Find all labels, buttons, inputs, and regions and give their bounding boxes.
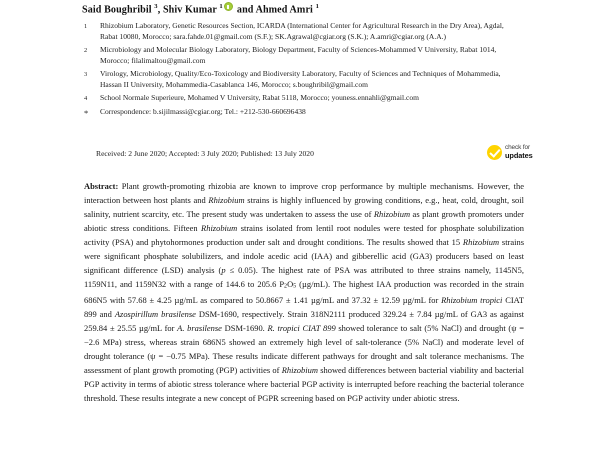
affiliation-marker: 4 bbox=[84, 94, 88, 102]
author-affiliation-marker-2: 1 bbox=[219, 3, 223, 10]
abstract-italic-3: Rhizobium bbox=[201, 222, 238, 233]
correspondence-item bbox=[84, 106, 520, 118]
author-affiliation-marker-3: 1 bbox=[315, 3, 319, 10]
correspondence-marker: * bbox=[84, 107, 89, 118]
abstract-text-5: strains were significant phosphate solubilizers, and indole acedic acid (IAA) and gibberellic acid (GA3) producers based on least significant difference (LSD) analysis ( bbox=[84, 236, 525, 275]
abstract-italic-4: Rhizobium bbox=[462, 236, 500, 247]
abstract-text-7: O bbox=[287, 278, 294, 289]
abstract-italic-10: Rhizobium bbox=[281, 365, 318, 376]
affiliation-text: Virology, Microbiology, Quality/Eco-Toxicology and Biodiversity Laboratory, Faculty of Sciences and Techniques of Mohammedia, Hassan II University, Mohammedia-Casablanca 146, Morocco; s.boughribil@gmail.com bbox=[100, 69, 501, 90]
abstract-subscript-1: 2 bbox=[284, 283, 288, 290]
abstract-text-13: showed differences between bacterial viability and bacterial PGP activity in terms of abiotic stress tolerance where bacterial PGP activity is interrupted before reaching the bacterial tolerance threshold. These results integrate a new concept of PGPR screening based on PGP activity under abiotic stress. bbox=[84, 365, 524, 404]
abstract-section bbox=[84, 180, 524, 406]
abstract-italic-1: Rhizobium bbox=[208, 194, 245, 205]
author-separator-2: and Ahmed Amri bbox=[234, 4, 316, 16]
author-separator-1: , Shiv Kumar bbox=[157, 4, 220, 16]
abstract-text-2: strains is highly influenced by growing conditions, e.g., heat, cold, drought, soil salinity, nutrient scarcity, etc. The present study was undertaken to assess the use of bbox=[84, 194, 524, 219]
affiliation-list bbox=[84, 20, 520, 120]
correspondence-text: Correspondence: b.sijilmassi@cgiar.org; Tel.: +212-530-660696438 bbox=[100, 106, 306, 116]
affiliation-text: Rhizobium Laboratory, Genetic Resources Section, ICARDA (International Center for Agricultural Research in the Dry Area), Agdal, Rabat 10080, Morocco; sara.fahde.01@gmail.com (S.F.); SK.Agrawal@cgiar.org (S.K.); A.amri@cgiar.org (A.A.) bbox=[100, 21, 504, 41]
abstract-italic-9: R. tropici CIAT 899 bbox=[267, 323, 336, 334]
abstract-text-11: DSM-1690. bbox=[221, 323, 268, 334]
abstract-text-4: strains isolated from lentil root nodules were tested for phosphate solubilization activity (PSA) and phytohormones production under salt and drought conditions. The results showed that 15 bbox=[84, 222, 524, 247]
abstract-subscript-2: 5 bbox=[293, 283, 297, 290]
affiliation-item bbox=[84, 92, 520, 104]
check-for-updates-badge[interactable] bbox=[487, 142, 557, 172]
affiliation-item bbox=[84, 44, 520, 66]
crossmark-label bbox=[505, 144, 533, 161]
author-affiliation-marker-1: 3 bbox=[154, 3, 158, 10]
affiliation-item bbox=[84, 20, 520, 42]
affiliation-marker: 1 bbox=[84, 22, 88, 30]
crossmark-line-1: check for bbox=[505, 144, 531, 151]
crossmark-line-2: updates bbox=[505, 151, 533, 161]
crossmark-check-icon bbox=[487, 145, 502, 160]
affiliation-marker: 2 bbox=[84, 46, 88, 54]
affiliation-text: School Normale Superieure, Mohamed V University, Rabat 5118, Morocco; youness.ennahli@gmail.com bbox=[100, 93, 419, 103]
publication-dates: Received: 2 June 2020; Accepted: 3 July 2020; Published: 13 July 2020 bbox=[96, 149, 314, 158]
abstract-text-8: (µg/mL). The highest IAA production was recorded in the strain 686N5 with 57.68 ± 4.25 µg/mL as compared to 50.8667 ± 1.41 µg/mL and 37.32 ± 12.59 µg/mL for bbox=[84, 278, 524, 306]
abstract-text-12: showed tolerance to salt (5% NaCl) and drought (ψ = −2.6 MPa) stress, whereas strain 686N5 showed an extremely high level of salt-tolerance (5% NaCl) and moderate level of drought tolerance (ψ = −0.75 MPa). These results indicate different pathways for drought and salt tolerance mechanisms. The assessment of plant growth promoting (PGP) activities of bbox=[84, 323, 524, 376]
abstract-text-6: ≤ 0.05). The highest rate of PSA was attributed to three strains namely, 1145N5, 1159N11, and 1159N32 with a range of 144.6 to 205.6 P bbox=[84, 264, 524, 289]
author-list bbox=[82, 0, 522, 16]
affiliation-item bbox=[84, 68, 520, 90]
abstract-italic-7: Azospirillum brasilense bbox=[114, 309, 196, 320]
abstract-text-3: as plant growth promoters under abiotic stress conditions. Fifteen bbox=[84, 208, 524, 233]
abstract-label: Abstract: bbox=[84, 181, 119, 191]
abstract-italic-5: p bbox=[221, 264, 226, 275]
abstract-italic-8: A. brasilense bbox=[177, 323, 222, 334]
abstract-text-10: DSM-1690, respectively. Strain 318N2111 produced 329.24 ± 7.84 µg/mL of GA3 as against 259.84 ± 25.55 µg/mL for bbox=[84, 309, 525, 334]
orcid-icon[interactable] bbox=[224, 2, 233, 11]
abstract-text-9: CIAT 899 and bbox=[84, 295, 524, 320]
author-name-1: Said Boughribil bbox=[82, 4, 155, 16]
affiliation-text: Microbiology and Molecular Biology Laboratory, Biology Department, Faculty of Sciences-Mohammed V University, Rabat 1014, Morocco; filalimaltou@gmail.com bbox=[100, 45, 497, 66]
abstract-text-1: Plant growth-promoting rhizobia are known to improve crop performance by multiple mechanisms. However, the interaction between host plants and bbox=[84, 181, 524, 205]
abstract-italic-6: Rhizobium tropici bbox=[441, 295, 503, 306]
affiliation-marker: 3 bbox=[84, 70, 88, 78]
abstract-italic-2: Rhizobium bbox=[373, 208, 411, 219]
